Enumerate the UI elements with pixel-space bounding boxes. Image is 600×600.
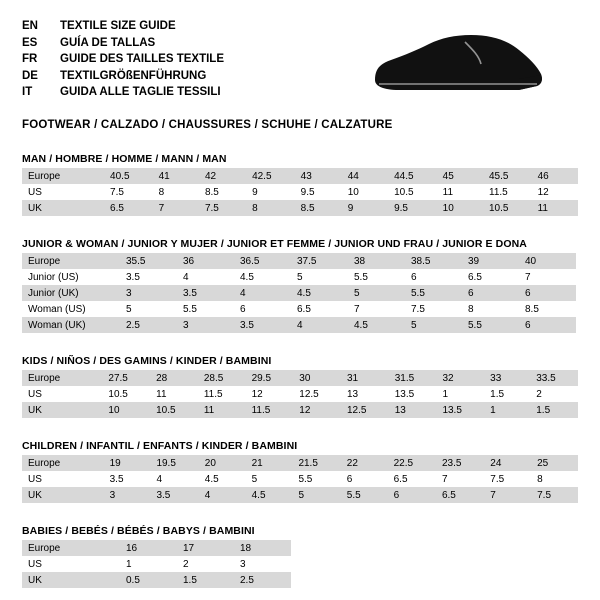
size-cell: 10.5 (483, 200, 532, 216)
row-label: UK (22, 572, 120, 588)
table-row (22, 572, 291, 588)
row-label: US (22, 386, 102, 402)
table-row (22, 184, 578, 200)
size-cell: 13.5 (436, 402, 484, 418)
document-header (22, 18, 578, 101)
table-row (22, 253, 576, 269)
size-cell: 4.5 (199, 471, 246, 487)
language-title: TEXTILE SIZE GUIDE (60, 20, 176, 32)
size-cell: 2.5 (234, 572, 291, 588)
size-cell: 6 (341, 471, 388, 487)
size-cell: 5.5 (462, 317, 519, 333)
size-cell: 11 (532, 200, 578, 216)
size-cell: 4 (150, 471, 198, 487)
size-cell: 19 (104, 455, 151, 471)
size-cell: 8.5 (199, 184, 246, 200)
size-table-junior-woman (22, 253, 576, 333)
section-children (22, 440, 578, 503)
size-cell: 5.5 (348, 269, 405, 285)
table-row (22, 540, 291, 556)
size-cell: 12 (532, 184, 578, 200)
row-label: US (22, 184, 104, 200)
size-cell: 10 (342, 184, 388, 200)
size-table-kids (22, 370, 578, 418)
size-cell: 4 (199, 487, 246, 503)
size-cell: 10.5 (102, 386, 150, 402)
size-cell: 10.5 (388, 184, 437, 200)
row-label: Woman (US) (22, 301, 120, 317)
size-cell: 32 (436, 370, 484, 386)
size-cell: 5 (405, 317, 462, 333)
size-table-babies (22, 540, 291, 588)
size-cell: 7 (484, 487, 531, 503)
size-cell: 4.5 (291, 285, 348, 301)
size-cell: 16 (120, 540, 177, 556)
size-cell: 11.5 (483, 184, 532, 200)
size-cell: 40.5 (104, 168, 153, 184)
size-cell: 42 (199, 168, 246, 184)
size-cell: 5.5 (405, 285, 462, 301)
size-cell: 7 (436, 471, 484, 487)
size-cell: 3 (234, 556, 291, 572)
size-table-man (22, 168, 578, 216)
size-cell: 8.5 (295, 200, 342, 216)
size-cell: 11 (198, 402, 246, 418)
size-cell: 6 (388, 487, 436, 503)
size-cell: 11.5 (198, 386, 246, 402)
size-cell: 1.5 (484, 386, 530, 402)
row-label: Europe (22, 253, 120, 269)
size-cell: 38 (348, 253, 405, 269)
size-cell: 44 (342, 168, 388, 184)
size-cell: 7.5 (405, 301, 462, 317)
section-title: CHILDREN / INFANTIL / ENFANTS / KINDER / BAMBINI (22, 440, 298, 452)
table-row (22, 269, 576, 285)
size-cell: 11 (150, 386, 198, 402)
size-cell: 27.5 (102, 370, 150, 386)
table-row (22, 402, 578, 418)
size-cell: 10 (102, 402, 150, 418)
row-label: Junior (UK) (22, 285, 120, 301)
size-cell: 1.5 (530, 402, 578, 418)
size-cell: 42.5 (246, 168, 295, 184)
size-table-children (22, 455, 578, 503)
size-cell: 1.5 (177, 572, 234, 588)
size-cell: 4 (291, 317, 348, 333)
section-title: JUNIOR & WOMAN / JUNIOR Y MUJER / JUNIOR ET FEMME / JUNIOR UND FRAU / JUNIOR E DONA (22, 238, 527, 250)
size-cell: 7 (153, 200, 199, 216)
size-cell: 3.5 (104, 471, 151, 487)
size-cell: 33.5 (530, 370, 578, 386)
table-row (22, 556, 291, 572)
size-cell: 6 (234, 301, 291, 317)
section-title: MAN / HOMBRE / HOMME / MANN / MAN (22, 153, 227, 165)
size-cell: 41 (153, 168, 199, 184)
section-babies (22, 525, 578, 588)
size-cell: 19.5 (150, 455, 198, 471)
size-cell: 6.5 (388, 471, 436, 487)
size-cell: 39 (462, 253, 519, 269)
size-cell: 5.5 (341, 487, 388, 503)
size-cell: 25 (531, 455, 578, 471)
size-cell: 5.5 (177, 301, 234, 317)
size-cell: 30 (293, 370, 341, 386)
size-cell: 37.5 (291, 253, 348, 269)
size-cell: 6 (405, 269, 462, 285)
section-title: KIDS / NIÑOS / DES GAMINS / KINDER / BAMBINI (22, 355, 272, 367)
table-row (22, 200, 578, 216)
size-cell: 13 (389, 402, 437, 418)
size-cell: 33 (484, 370, 530, 386)
size-cell: 21.5 (292, 455, 340, 471)
row-label: Europe (22, 168, 104, 184)
section-man (22, 153, 578, 216)
size-cell: 7.5 (484, 471, 531, 487)
size-cell: 12 (246, 386, 294, 402)
language-row (22, 51, 224, 68)
row-label: UK (22, 402, 102, 418)
size-cell: 12.5 (293, 386, 341, 402)
size-cell: 31 (341, 370, 389, 386)
table-row (22, 487, 578, 503)
section-junior-woman (22, 238, 578, 333)
size-cell: 23.5 (436, 455, 484, 471)
size-cell: 12.5 (341, 402, 389, 418)
size-cell: 44.5 (388, 168, 437, 184)
section-title: BABIES / BEBÉS / BÉBÉS / BABYS / BAMBINI (22, 525, 255, 537)
size-cell: 3 (120, 285, 177, 301)
size-cell: 4.5 (246, 487, 293, 503)
table-row (22, 168, 578, 184)
size-cell: 8 (531, 471, 578, 487)
size-cell: 20 (199, 455, 246, 471)
size-cell: 22 (341, 455, 388, 471)
size-cell: 45.5 (483, 168, 532, 184)
table-row (22, 370, 578, 386)
size-cell: 3 (104, 487, 151, 503)
size-cell: 6 (462, 285, 519, 301)
table-row (22, 317, 576, 333)
size-cell: 3.5 (234, 317, 291, 333)
row-label: Woman (UK) (22, 317, 120, 333)
language-title: GUÍA DE TALLAS (60, 36, 156, 49)
size-cell: 7.5 (104, 184, 153, 200)
size-cell: 2.5 (120, 317, 177, 333)
row-label: Junior (US) (22, 269, 120, 285)
table-row (22, 285, 576, 301)
size-cell: 28 (150, 370, 198, 386)
size-cell: 21 (246, 455, 293, 471)
size-cell: 5.5 (292, 471, 340, 487)
size-cell: 2 (177, 556, 234, 572)
size-cell: 35.5 (120, 253, 177, 269)
size-cell: 7.5 (531, 487, 578, 503)
language-row (22, 18, 224, 35)
size-cell: 46 (532, 168, 578, 184)
size-cell: 1 (120, 556, 177, 572)
size-cell: 3.5 (177, 285, 234, 301)
size-cell: 9.5 (295, 184, 342, 200)
size-cell: 18 (234, 540, 291, 556)
size-cell: 9.5 (388, 200, 437, 216)
size-cell: 8 (246, 200, 295, 216)
row-label: Europe (22, 370, 102, 386)
language-title: TEXTILGRÖßENFÜHRUNG (60, 69, 207, 82)
size-cell: 11 (437, 184, 483, 200)
size-cell: 1 (484, 402, 530, 418)
size-cell: 6.5 (104, 200, 153, 216)
language-code: ES (22, 36, 38, 49)
size-cell: 5 (292, 487, 340, 503)
row-label: US (22, 556, 120, 572)
table-row (22, 386, 578, 402)
size-cell: 3.5 (150, 487, 198, 503)
size-cell: 40 (519, 253, 576, 269)
size-cell: 24 (484, 455, 531, 471)
size-cell: 4.5 (348, 317, 405, 333)
size-cell: 5 (120, 301, 177, 317)
size-cell: 0.5 (120, 572, 177, 588)
dress-shoe-icon (369, 34, 544, 101)
size-cell: 1 (436, 386, 484, 402)
language-code: FR (22, 53, 38, 65)
size-cell: 6.5 (436, 487, 484, 503)
size-cell: 38.5 (405, 253, 462, 269)
size-cell: 6 (519, 317, 576, 333)
row-label: US (22, 471, 104, 487)
size-cell: 45 (437, 168, 483, 184)
size-cell: 5 (348, 285, 405, 301)
size-cell: 4 (177, 269, 234, 285)
table-row (22, 301, 576, 317)
size-cell: 9 (342, 200, 388, 216)
section-kids (22, 355, 578, 418)
size-cell: 9 (246, 184, 295, 200)
language-row (22, 68, 224, 85)
language-code: EN (22, 20, 38, 32)
size-cell: 3 (177, 317, 234, 333)
size-cell: 13 (341, 386, 389, 402)
category-title: FOOTWEAR / CALZADO / CHAUSSURES / SCHUHE / CALZATURE (22, 119, 393, 131)
table-row (22, 471, 578, 487)
size-cell: 29.5 (246, 370, 294, 386)
size-cell: 10.5 (150, 402, 198, 418)
language-title-list (22, 18, 224, 101)
language-row (22, 84, 224, 101)
language-title: GUIDA ALLE TAGLIE TESSILI (60, 86, 221, 98)
size-cell: 31.5 (389, 370, 437, 386)
size-cell: 7 (348, 301, 405, 317)
row-label: UK (22, 200, 104, 216)
size-cell: 4 (234, 285, 291, 301)
row-label: UK (22, 487, 104, 503)
size-cell: 43 (295, 168, 342, 184)
size-cell: 2 (530, 386, 578, 402)
size-cell: 36 (177, 253, 234, 269)
row-label: Europe (22, 455, 104, 471)
size-cell: 6.5 (291, 301, 348, 317)
size-cell: 8 (462, 301, 519, 317)
size-cell: 8 (153, 184, 199, 200)
size-cell: 36.5 (234, 253, 291, 269)
language-title: GUIDE DES TAILLES TEXTILE (60, 53, 224, 65)
size-cell: 6.5 (462, 269, 519, 285)
size-cell: 5 (291, 269, 348, 285)
table-row (22, 455, 578, 471)
size-cell: 28.5 (198, 370, 246, 386)
size-cell: 7.5 (199, 200, 246, 216)
row-label: Europe (22, 540, 120, 556)
size-cell: 17 (177, 540, 234, 556)
language-code: DE (22, 69, 38, 82)
size-cell: 4.5 (234, 269, 291, 285)
size-cell: 10 (437, 200, 483, 216)
size-cell: 6 (519, 285, 576, 301)
size-cell: 7 (519, 269, 576, 285)
size-cell: 12 (293, 402, 341, 418)
size-cell: 3.5 (120, 269, 177, 285)
language-row (22, 35, 224, 52)
size-cell: 5 (246, 471, 293, 487)
size-cell: 13.5 (389, 386, 437, 402)
size-cell: 11.5 (246, 402, 294, 418)
size-cell: 22.5 (388, 455, 436, 471)
language-code: IT (22, 86, 33, 98)
size-cell: 8.5 (519, 301, 576, 317)
